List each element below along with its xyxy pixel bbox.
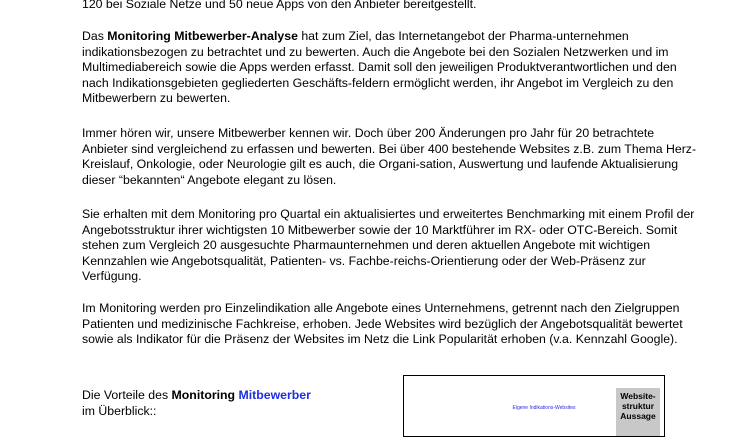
p5-bold-mitbewerber: Mitbewerber xyxy=(238,388,311,402)
p1-body: hat zum Ziel, das Internetangebot der Pharma-unternehmen indikationsbezogen zu betrachtet und zu bewerten. Auch die Angebote bei den Sozialen Netzwerken und im Multimediabereich sowie die Apps werden erfasst. Damit soll den jeweiligen Produktverantwortlichen und den nach Indikationsgebieten gegliederten Geschäfts-feldern ermöglicht werden, ihr Angebot im Vergleich zu den Mitbewerbern zu bewerten. xyxy=(82,29,677,106)
figure-small-label: Eigene Indikations-Websites xyxy=(512,405,576,411)
figure-gray-box xyxy=(616,388,660,436)
p5-pre: Die Vorteile des xyxy=(82,388,172,402)
paragraph-advantages xyxy=(82,388,382,419)
paragraph-benchmarking: Sie erhalten mit dem Monitoring pro Quartal ein aktualisiertes und erweitertes Benchmarking mit einem Profil der Angebotsstruktur ihrer wichtigsten 10 Mitbewerber sowie der 10 Marktführer im RX- oder OTC-Bereich. Somit stehen zum Vergleich 20 ausgesuchte Pharmaunternehmen und deren aktuellen Angebote mit wichtigen Kennzahlen wie Angebotsqualität, Patienten- vs. Fachbe-reichs-Orientierung oder der Web-Präsenz zur Verfügung. xyxy=(82,207,695,284)
paragraph-indication-survey: Im Monitoring werden pro Einzelindikation alle Angebote eines Unternehmens, getrennt nach den Zielgruppen Patienten und medizinische Fachkreise, erhoben. Jede Websites wird bezüglich der Angebotsqualität bewertet sowie als Indikator für die Präsenz der Websites im Netz die Link Popularität erhoben (v.a. Kennzahl Google). xyxy=(82,301,683,347)
website-structure-figure xyxy=(403,375,665,437)
paragraph-intro-continuation: 120 bei Soziale Netze und 50 neue Apps von den Anbieter bereitgestellt. xyxy=(82,0,477,11)
figure-gray-box-text: Website-struktur Aussage xyxy=(620,391,656,421)
paragraph-analysis-goal xyxy=(82,29,702,107)
paragraph-competitors: Immer hören wir, unsere Mitbewerber kennen wir. Doch über 200 Änderungen pro Jahr für 20 betrachtete Anbieter sind vergleichend zu erfassen und bewerten. Bei über 400 bestehende Websites z.B. zum Thema Herz-Kreislauf, Onkologie, oder Neurologie gilt es auch, die Organi-sation, Auswertung und laufende Aktualisierung dieser “bekannten“ Angebote elegant zu lösen. xyxy=(82,126,697,187)
p5-bold-monitoring: Monitoring xyxy=(171,388,236,402)
p1-pre: Das xyxy=(82,29,108,43)
p1-bold-title: Monitoring Mitbewerber-Analyse xyxy=(107,29,298,43)
p5-post: im Überblick:: xyxy=(82,403,157,418)
